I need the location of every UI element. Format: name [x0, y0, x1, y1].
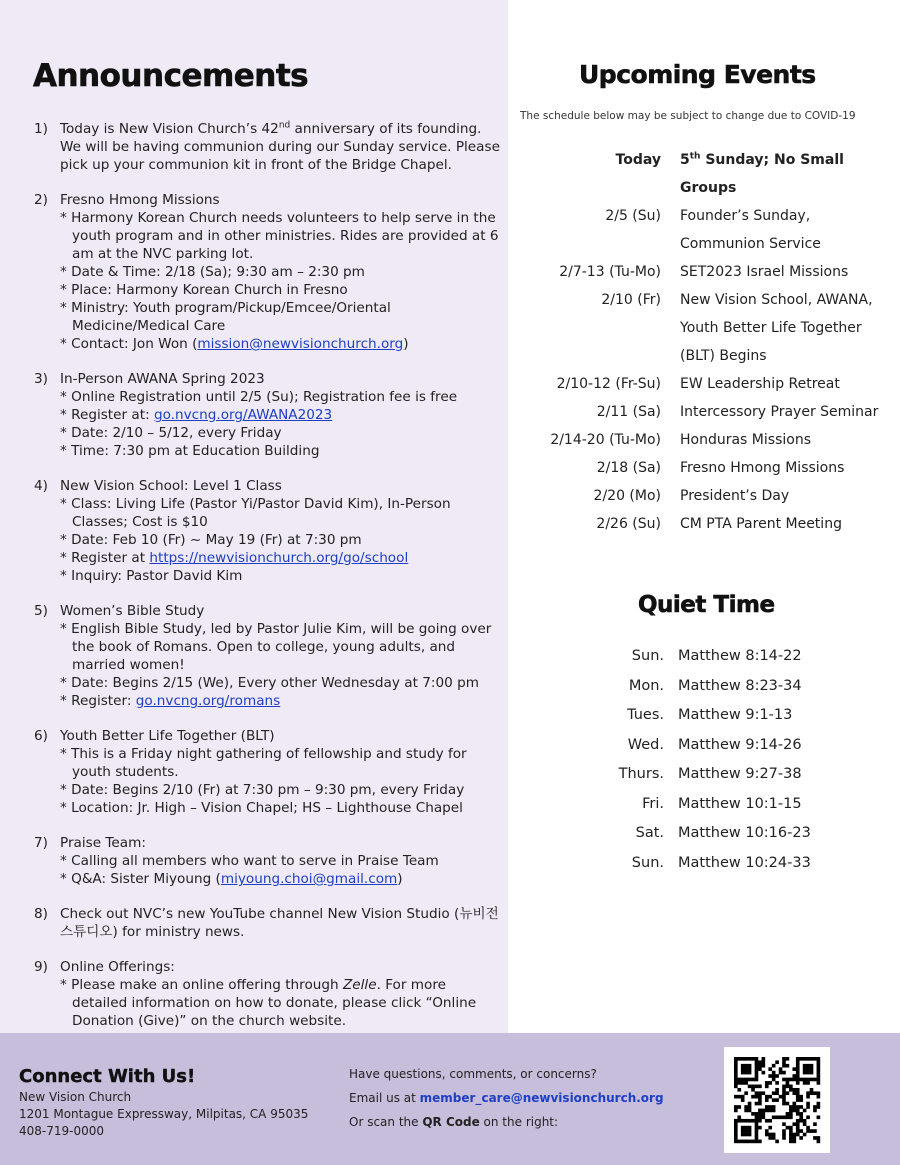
- announcement-detail: [60, 976, 504, 1030]
- event-text: Founder’s Sunday, Communion Service: [680, 208, 821, 252]
- event-date: 2/10 (Fr): [601, 292, 661, 308]
- connect-title: Connect With Us!: [19, 1066, 196, 1087]
- announcement-detail: [60, 424, 504, 442]
- announcement-detail: [60, 620, 504, 674]
- scan-line: [349, 1110, 664, 1134]
- event-date: 2/26 (Su): [596, 516, 661, 532]
- announcement-detail: [60, 567, 504, 585]
- quiet-time-day: Sat.: [635, 825, 664, 841]
- announcement-detail: [60, 442, 504, 460]
- church-address: 1201 Montague Expressway, Milpitas, CA 95035: [19, 1107, 309, 1121]
- quiet-time-passage: Matthew 9:14-26: [678, 736, 802, 753]
- announcement-detail: [60, 852, 504, 870]
- email-link[interactable]: member_care@newvisionchurch.org: [419, 1091, 664, 1105]
- event-date: 2/14-20 (Tu-Mo): [550, 432, 661, 448]
- email-line: [349, 1086, 664, 1110]
- detail-text: ): [397, 871, 403, 887]
- announcement-detail: [60, 870, 504, 888]
- detail-text: * Ministry: Youth program/Pickup/Emcee/Oriental Medicine/Medical Care: [60, 300, 391, 334]
- announcement-item: [34, 191, 504, 353]
- zelle-label: Zelle: [342, 977, 377, 993]
- quiet-time-row: [600, 642, 811, 672]
- quiet-time-row: [600, 819, 811, 849]
- quiet-time-day: Mon.: [628, 677, 664, 694]
- announcement-detail: [60, 549, 504, 567]
- event-text: Honduras Missions: [680, 432, 811, 448]
- quiet-time-day: Tues.: [627, 707, 664, 723]
- upcoming-events-title: Upcoming Events: [579, 60, 816, 89]
- quiet-time-day: Thurs.: [618, 766, 664, 782]
- event-text: CM PTA Parent Meeting: [680, 516, 842, 532]
- announcement-body: [60, 602, 504, 710]
- announcement-item: [34, 477, 504, 585]
- detail-text: * Contact: Jon Won (: [60, 336, 198, 352]
- quiet-time-passage: Matthew 9:1-13: [678, 707, 793, 723]
- quiet-time-passage: Matthew 9:27-38: [678, 766, 802, 782]
- announcement-link[interactable]: go.nvcng.org/romans: [135, 693, 281, 709]
- detail-text: * Calling all members who want to serve in Praise Team: [60, 853, 439, 869]
- detail-text: * Online Registration until 2/5 (Su); Registration fee is free: [60, 389, 458, 405]
- announcement-heading: In-Person AWANA Spring 2023: [60, 371, 265, 387]
- event-description: [680, 510, 895, 538]
- announcement-detail: [60, 263, 504, 281]
- event-text: 5: [680, 152, 690, 168]
- event-row: [520, 286, 895, 370]
- church-contact-info: [19, 1089, 308, 1140]
- detail-text: * Date & Time: 2/18 (Sa); 9:30 am – 2:30 pm: [60, 264, 365, 280]
- announcement-body: [60, 120, 504, 174]
- church-name: New Vision Church: [19, 1090, 132, 1104]
- quiet-time-day: Wed.: [627, 736, 664, 753]
- quiet-time-title: Quiet Time: [638, 592, 775, 618]
- detail-text: * Time: 7:30 pm at Education Building: [60, 443, 320, 459]
- announcement-detail: [60, 745, 504, 781]
- scan-prefix: Or scan the: [349, 1115, 423, 1129]
- event-date: 2/7-13 (Tu-Mo): [559, 264, 661, 280]
- detail-text: * Register at: [60, 550, 150, 566]
- announcement-item: [34, 602, 504, 710]
- question-text: Have questions, comments, or concerns?: [349, 1067, 597, 1081]
- event-row: [520, 482, 895, 510]
- announcement-heading: Women’s Bible Study: [60, 603, 205, 619]
- event-text: SET2023 Israel Missions: [680, 264, 849, 280]
- quiet-time-row: [600, 790, 811, 820]
- quiet-time-row: [600, 849, 811, 879]
- event-date: 2/18 (Sa): [596, 460, 661, 476]
- announcements-title: Announcements: [33, 58, 309, 94]
- event-row: [520, 454, 895, 482]
- event-row: [520, 146, 895, 202]
- quiet-time-passage: Matthew 10:16-23: [678, 825, 811, 841]
- detail-text: * Date: Begins 2/10 (Fr) at 7:30 pm – 9:30 pm, every Friday: [60, 782, 465, 798]
- detail-text: * Q&A: Sister Miyoung (: [60, 871, 221, 887]
- detail-text: * Harmony Korean Church needs volunteers to help serve in the youth program and in other ministries. Rides are provided at 6 am at the NVC parking lot.: [60, 210, 499, 262]
- ordinal-suffix: th: [689, 151, 701, 162]
- detail-text: * Please make an online offering through Zelle. For more detailed information on how to donate, please click “Online Donation (Give)” on the church website.: [60, 977, 477, 1029]
- announcement-heading: Fresno Hmong Missions: [60, 192, 220, 208]
- announcement-text-part: anniversary of its founding. We will be having communion during our Sunday service. Please pick up your communion kit in front of the Bridge Chapel.: [60, 121, 500, 173]
- announcement-detail: [60, 799, 504, 817]
- events-table: [520, 146, 895, 538]
- announcement-item: [34, 370, 504, 460]
- announcement-link[interactable]: https://newvisionchurch.org/go/school: [149, 550, 409, 566]
- event-description: [680, 146, 895, 202]
- announcement-number: 8): [34, 906, 48, 922]
- quiet-time-row: [600, 672, 811, 702]
- announcement-text: [60, 120, 504, 174]
- quiet-time-day: Sun.: [631, 648, 664, 664]
- email-prefix: Email us at: [349, 1091, 420, 1105]
- detail-text: * Date: 2/10 – 5/12, every Friday: [60, 425, 282, 441]
- announcement-detail: [60, 531, 504, 549]
- announcement-link[interactable]: miyoung.choi@gmail.com: [220, 871, 398, 887]
- announcement-body: [60, 191, 504, 353]
- qr-code-icon[interactable]: [724, 1047, 830, 1153]
- event-date: 2/5 (Su): [605, 208, 661, 224]
- detail-text: * Inquiry: Pastor David Kim: [60, 568, 243, 584]
- event-description: [680, 398, 895, 426]
- event-description: [680, 286, 895, 370]
- detail-text: * Register:: [60, 693, 136, 709]
- event-row: [520, 398, 895, 426]
- ordinal-suffix: nd: [278, 120, 291, 131]
- event-date: 2/20 (Mo): [593, 488, 661, 504]
- announcement-heading: New Vision School: Level 1 Class: [60, 478, 282, 494]
- detail-text: * This is a Friday night gathering of fellowship and study for youth students.: [60, 746, 467, 780]
- announcement-number: 5): [34, 603, 48, 619]
- announcement-body: [60, 958, 504, 1030]
- announcement-detail: [60, 781, 504, 799]
- event-text: New Vision School, AWANA, Youth Better Life Together (BLT) Begins: [680, 292, 873, 364]
- announcement-link[interactable]: go.nvcng.org/AWANA2023: [153, 407, 333, 423]
- announcement-number: 6): [34, 728, 48, 744]
- event-row: [520, 202, 895, 258]
- event-date: Today: [615, 152, 661, 168]
- event-text: Fresno Hmong Missions: [680, 460, 845, 476]
- quiet-time-passage: Matthew 8:23-34: [678, 677, 802, 694]
- announcement-number: 2): [34, 192, 48, 208]
- quiet-time-passage: Matthew 10:24-33: [678, 854, 811, 871]
- event-description: [680, 482, 895, 510]
- announcement-heading: Youth Better Life Together (BLT): [60, 728, 275, 744]
- announcement-detail: [60, 335, 504, 353]
- event-date: 2/10-12 (Fr-Su): [556, 376, 661, 392]
- quiet-time-day: Sun.: [631, 854, 664, 871]
- announcement-text-part: Today is New Vision Church’s 42: [60, 121, 279, 137]
- announcement-item: [34, 727, 504, 817]
- quiet-time-table: [600, 642, 811, 878]
- quiet-time-row: [600, 731, 811, 761]
- scan-qr-label: QR Code: [422, 1115, 480, 1129]
- announcement-heading: Praise Team:: [60, 835, 146, 851]
- detail-text: * Date: Begins 2/15 (We), Every other Wednesday at 7:00 pm: [60, 675, 479, 691]
- event-text: President’s Day: [680, 488, 790, 504]
- announcement-detail: [60, 674, 504, 692]
- announcement-detail: [60, 388, 504, 406]
- quiet-time-passage: Matthew 10:1-15: [678, 795, 802, 812]
- quiet-time-row: [600, 701, 811, 731]
- event-description: [680, 202, 895, 258]
- quiet-time-passage: Matthew 8:14-22: [678, 648, 802, 664]
- announcement-body: [60, 370, 504, 460]
- event-row: [520, 510, 895, 538]
- announcement-item: [34, 834, 504, 888]
- announcement-item: [34, 958, 504, 1030]
- announcement-detail: [60, 692, 504, 710]
- announcement-number: 1): [34, 121, 48, 137]
- event-text: EW Leadership Retreat: [680, 376, 840, 392]
- detail-text: * Date: Feb 10 (Fr) ~ May 19 (Fr) at 7:30 pm: [60, 532, 362, 548]
- event-row: [520, 258, 895, 286]
- event-description: [680, 258, 895, 286]
- announcement-number: 3): [34, 371, 48, 387]
- announcement-number: 7): [34, 835, 48, 851]
- announcement-heading: Online Offerings:: [60, 959, 175, 975]
- quiet-time-row: [600, 760, 811, 790]
- event-row: [520, 370, 895, 398]
- announcement-detail: [60, 495, 504, 531]
- event-description: [680, 370, 895, 398]
- detail-text: * English Bible Study, led by Pastor Julie Kim, will be going over the book of Romans. Open to college, young adults, and married women!: [60, 621, 492, 673]
- event-date: 2/11 (Sa): [596, 404, 661, 420]
- announcement-number: 4): [34, 478, 48, 494]
- quiet-time-day: Fri.: [642, 795, 664, 812]
- announcement-item: [34, 120, 504, 174]
- event-description: [680, 426, 895, 454]
- event-description: [680, 454, 895, 482]
- detail-text: * Location: Jr. High – Vision Chapel; HS – Lighthouse Chapel: [60, 800, 463, 816]
- schedule-note: The schedule below may be subject to change due to COVID-19: [520, 110, 856, 122]
- announcement-detail: [60, 299, 504, 335]
- announcement-detail: [60, 209, 504, 263]
- contact-block: [349, 1062, 664, 1134]
- detail-text: * Class: Living Life (Pastor Yi/Pastor David Kim), In-Person Classes; Cost is $10: [60, 496, 451, 530]
- detail-text: * Place: Harmony Korean Church in Fresno: [60, 282, 348, 298]
- event-row: [520, 426, 895, 454]
- qr-code-graphic: [724, 1047, 830, 1153]
- announcement-item: [34, 905, 504, 941]
- announcement-body: [60, 727, 504, 817]
- announcement-body: [60, 905, 504, 941]
- announcement-detail: [60, 406, 504, 424]
- church-phone: 408-719-0000: [19, 1124, 105, 1138]
- announcements-list: [34, 120, 504, 1047]
- announcement-number: 9): [34, 959, 48, 975]
- announcement-detail: [60, 281, 504, 299]
- event-text: Intercessory Prayer Seminar: [680, 404, 879, 420]
- announcement-body: [60, 477, 504, 585]
- announcement-link[interactable]: mission@newvisionchurch.org: [197, 336, 404, 352]
- announcement-body: [60, 834, 504, 888]
- detail-text: * Register at:: [60, 407, 154, 423]
- event-text: Sunday; No Small Groups: [680, 152, 844, 196]
- scan-suffix: on the right:: [479, 1115, 559, 1129]
- detail-text: ): [403, 336, 409, 352]
- announcement-heading: Check out NVC’s new YouTube channel New Vision Studio (뉴비전 스튜디오) for ministry news.: [60, 906, 499, 940]
